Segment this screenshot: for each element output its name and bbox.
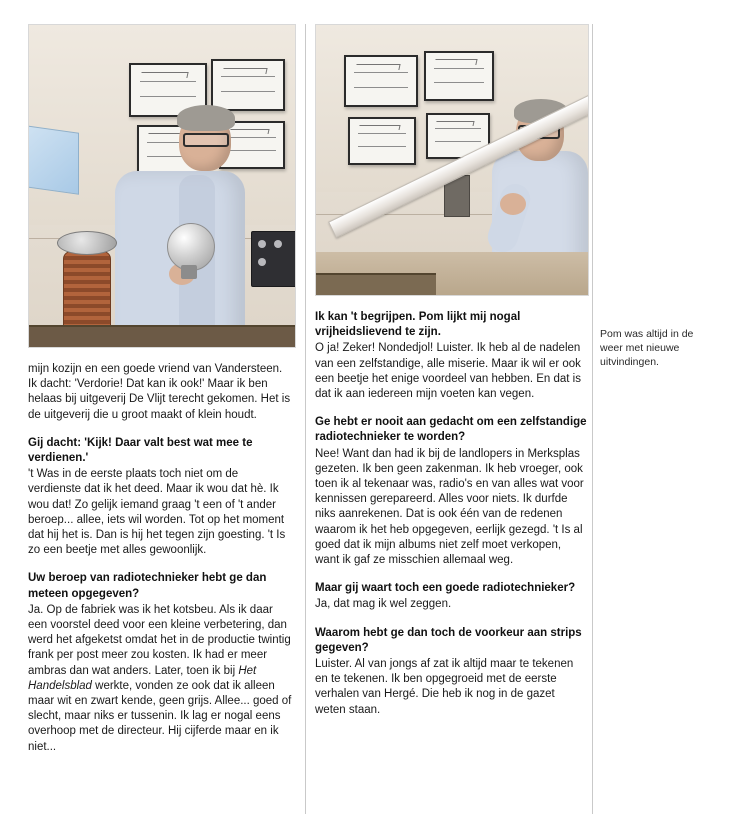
column-divider-1	[305, 24, 306, 814]
answer-2-part-1: Ja. Op de fabriek was ik het kotsbeu. Als ik daar een voorstel deed voor een kleine verbetering, dan werd het afgeketst omdat het in de productie twintig frank per post meer zou kosten. Ik had er meer ambras dan wat anders. Later, toen ik bij	[28, 603, 291, 677]
question-2: Uw beroep van radiotechnieker hebt ge dan meteen opgegeven?	[28, 572, 267, 600]
electronics-device	[251, 231, 296, 287]
tesla-coil-sphere	[57, 231, 117, 255]
glasses-icon	[183, 133, 229, 147]
middle-column	[315, 24, 587, 731]
lightbulb-base	[181, 265, 197, 279]
framed-drawing-icon	[344, 55, 418, 107]
window-light	[28, 125, 79, 195]
question-1: Gij dacht: 'Kijk! Daar valt best wat mee te verdienen.'	[28, 436, 253, 465]
photo-man-holding-lightbulb-with-tesla-coil	[28, 24, 296, 348]
answer-2-part-3: werkte, vonden ze ook dat ik alleen maar wit en zwart kende, geen grijs. Allee... goed of slecht, maar niks er tussenin. Ik lag er nogal eens overhoop met de directeur. Hij cijferde maar en ik niet...	[28, 679, 292, 753]
furniture	[316, 273, 436, 296]
person-hand	[500, 193, 526, 215]
intro-paragraph: mijn kozijn en een goede vriend van Vandersteen. Ik dacht: 'Verdorie! Dat kan ik ook!' Maar ik ben helaas bij uitgeverij De Vlijt terecht gekomen. Het is de uitgeverij die u groot maakt of klein houdt.	[28, 363, 291, 421]
framed-drawing-icon	[424, 51, 494, 101]
answer-5: Ja, dat mag ik wel zeggen.	[315, 598, 452, 611]
answer-6: Luister. Al van jongs af zat ik altijd maar te tekenen en te tekenen. Ik ben opgegroeid met de eerste verhalen van Hergé. Die heb ik nog in de gazet weten staan.	[315, 658, 574, 716]
question-6: Waarom hebt ge dan toch de voorkeur aan strips gegeven?	[315, 626, 582, 654]
photo-man-holding-long-fluorescent-tube	[315, 24, 589, 296]
right-column	[600, 316, 710, 379]
left-column	[28, 24, 294, 768]
workbench	[29, 325, 295, 348]
question-5: Maar gij waart toch een goede radiotechnieker?	[315, 582, 576, 595]
person-hair	[177, 105, 235, 131]
column-divider-2	[592, 24, 593, 814]
answer-1: 't Was in de eerste plaats toch niet om de verdienste dat ik het deed. Maar ik wou dat hè. Ik wou dat! Zo gelijk iemand graag 't een of 't ander beroep... allee, iets wil worden. Tot op het moment dat hij het is. Dan is hij het tegen zijn goesting. 't Is zo een beetje met alles gewoonlijk.	[28, 468, 286, 557]
framed-drawing-icon	[211, 59, 285, 111]
newspaper-title: Het Handelsblad	[28, 664, 257, 692]
lightbulb-icon	[167, 223, 215, 271]
answer-2	[28, 603, 294, 755]
answer-4: Nee! Want dan had ik bij de landlopers in Merksplas gezeten. Ik ben geen zakenman. Ik heb vroeger, ook toen ik al tekenaar was, radio's en van alles wat voor kennissen gerepareerd. Alles voor niets. Ik durfde niks aanrekenen. Dat is ook één van de redenen waarom ik het heb opgegeven, eerlijk gezegd. 't Is al goed dat ik mijn albums niet zelf moet verkopen, want ik gaf ze misschien allemaal weg.	[315, 447, 584, 567]
framed-drawing-icon	[348, 117, 416, 165]
question-3: Ik kan 't begrijpen. Pom lijkt mij nogal vrijheidslievend te zijn.	[315, 311, 521, 339]
question-4: Ge hebt er nooit aan gedacht om een zelfstandige radiotechnieker te worden?	[315, 416, 587, 444]
photo-caption: Pom was altijd in de weer met nieuwe uitvindingen.	[600, 327, 694, 368]
answer-3: O ja! Zeker! Nondedjol! Luister. Ik heb al de nadelen van een zelfstandige, alle miserie. Maar ik wil er ook een beetje het enige voordeel van hebben. En dat is dat ik aan iedereen mijn voeten kan vegen.	[315, 342, 581, 401]
